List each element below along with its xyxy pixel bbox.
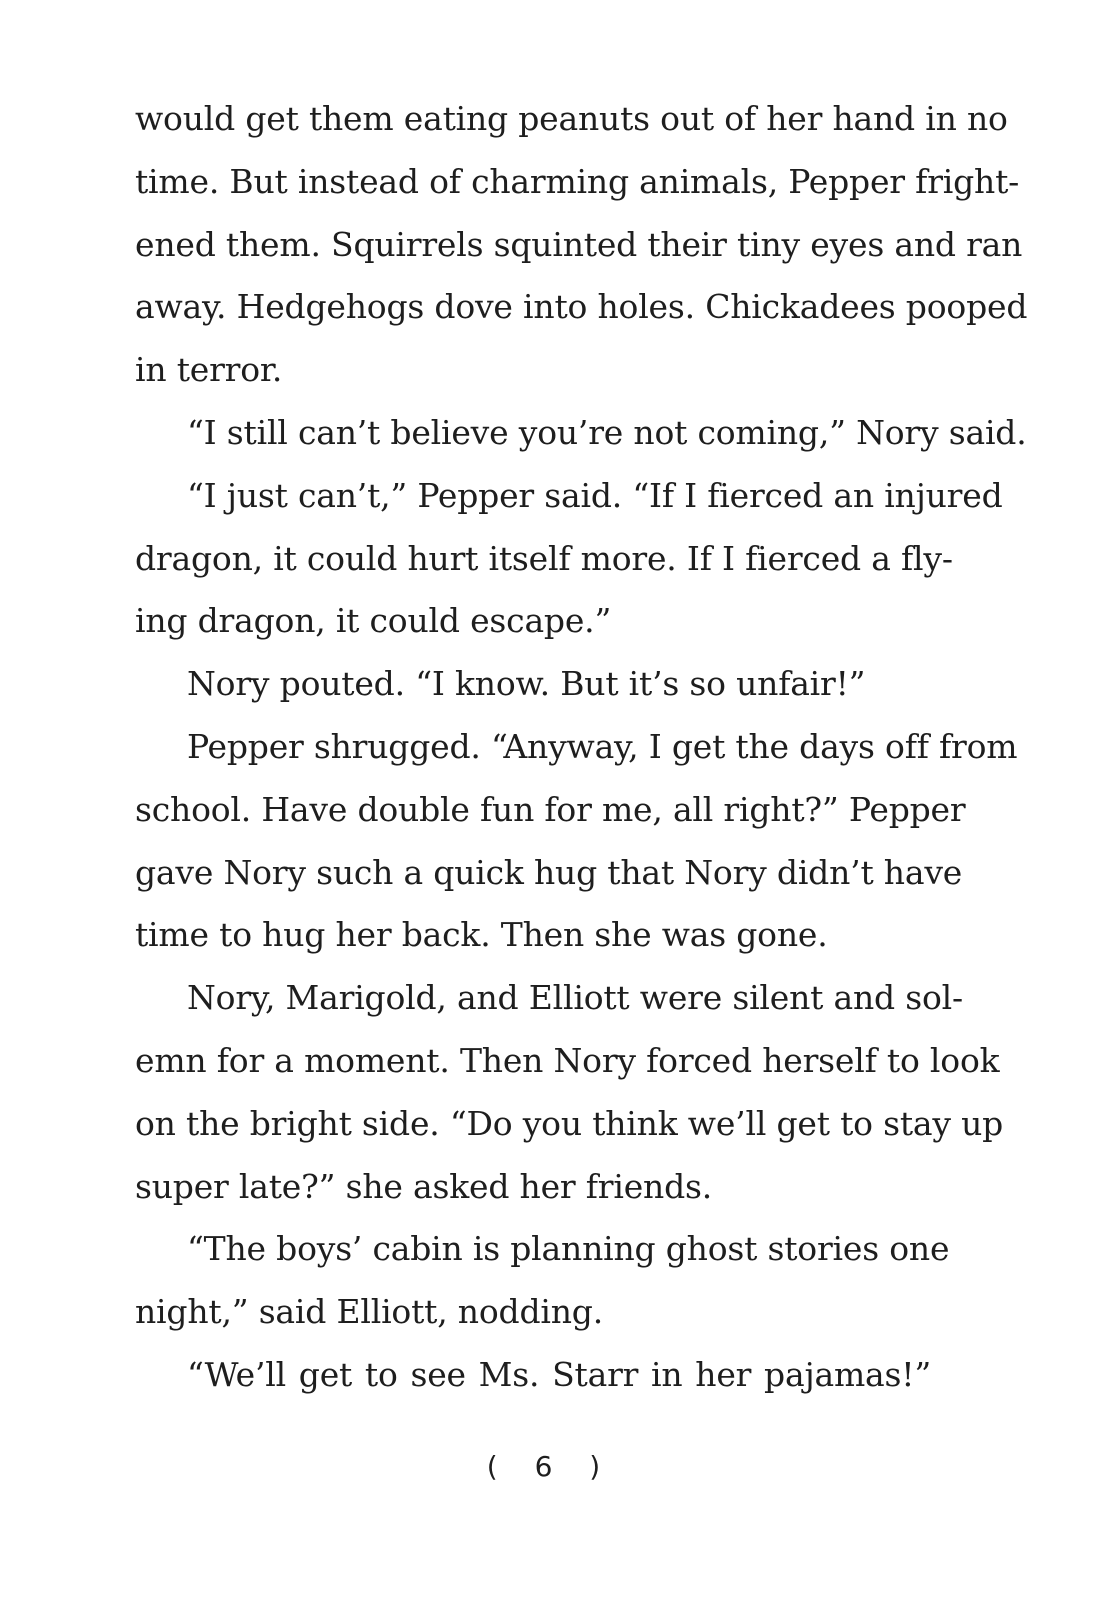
text-line: school. Have double fun for me, all right?” Pepper <box>135 789 966 829</box>
text-line: dragon, it could hurt itself more. If I fierced a fly- <box>135 538 953 578</box>
text-line: gave Nory such a quick hug that Nory didn’t have <box>135 852 963 892</box>
text-line: ened them. Squirrels squinted their tiny eyes and ran <box>135 224 1023 264</box>
text-line: “I still can’t believe you’re not coming,” Nory said. <box>187 412 1027 452</box>
text-line: Pepper shrugged. “Anyway, I get the days off from <box>187 726 1018 766</box>
text-line: Nory pouted. “I know. But it’s so unfair!” <box>187 664 866 704</box>
text-line: “The boys’ cabin is planning ghost stories one <box>187 1229 950 1269</box>
text-line: ing dragon, it could escape.” <box>135 601 612 641</box>
page-text <box>135 88 1028 1407</box>
text-line: would get them eating peanuts out of her hand in no <box>135 99 1008 138</box>
text-line: in terror. <box>135 350 283 390</box>
text-line: on the bright side. “Do you think we’ll get to stay up <box>135 1103 1004 1143</box>
text-line: super late?” she asked her friends. <box>135 1166 713 1206</box>
text-line: Nory, Marigold, and Elliott were silent and sol- <box>187 978 963 1018</box>
text-line: time to hug her back. Then she was gone. <box>135 915 828 955</box>
text-line: away. Hedgehogs dove into holes. Chickadees pooped <box>135 287 1028 327</box>
text-line: night,” said Elliott, nodding. <box>135 1292 603 1332</box>
text-line: emn for a moment. Then Nory forced herself to look <box>135 1040 1000 1080</box>
page-number: ( 6 ) <box>486 1450 615 1483</box>
text-line: “We’ll get to see Ms. Starr in her pajamas!” <box>187 1354 931 1394</box>
text-line: time. But instead of charming animals, Pepper fright- <box>135 161 1020 201</box>
text-line: “I just can’t,” Pepper said. “If I fierced an injured <box>187 475 1003 515</box>
